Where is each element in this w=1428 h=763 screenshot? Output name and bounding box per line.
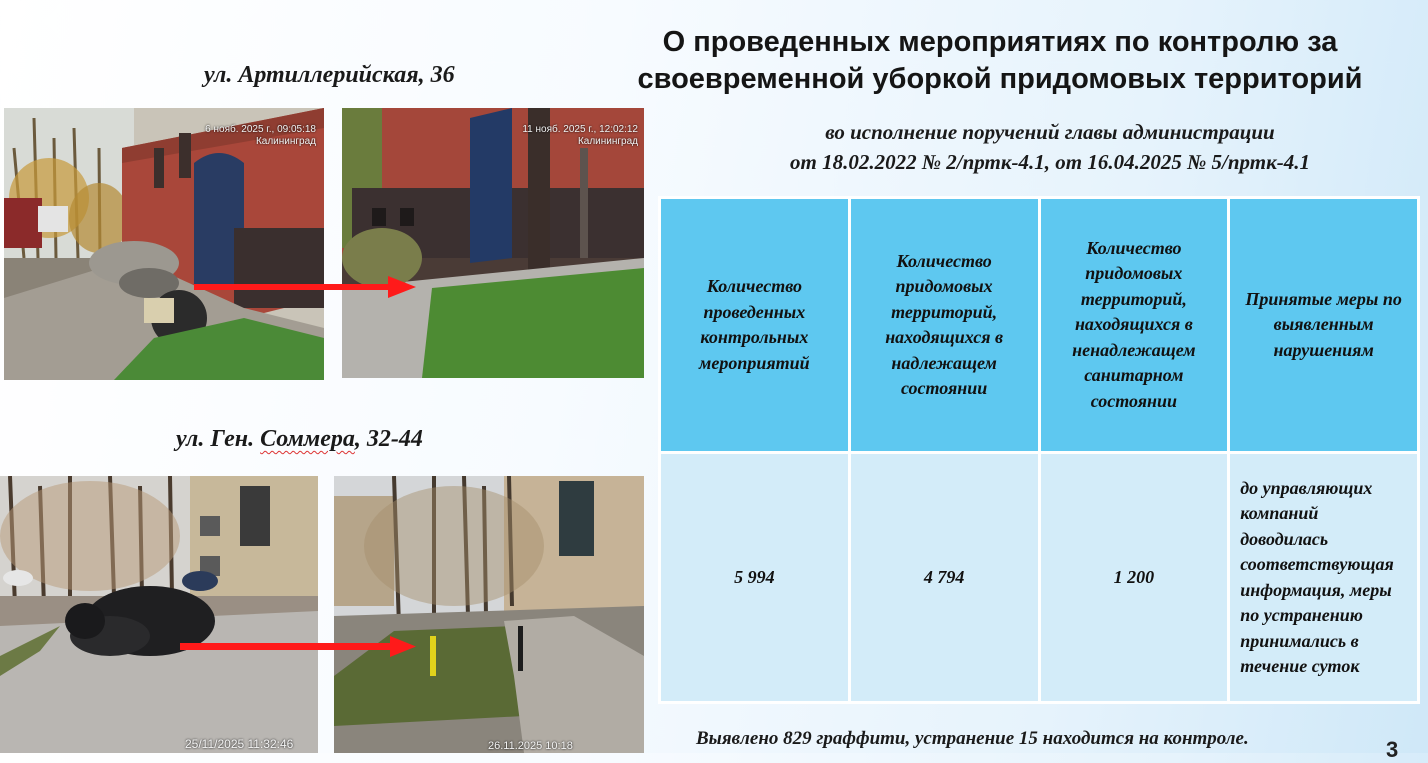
photo-artilleriyskaya-after: [342, 108, 644, 378]
photo-artilleriyskaya-before: [4, 108, 324, 380]
before-after-arrow-icon: [180, 634, 416, 660]
page-title-line-1: О проведенных мероприятиях по контролю за: [662, 26, 1338, 58]
timestamp-stamp: 6 нояб. 2025 г., 09:05:18 Калининград: [205, 124, 316, 147]
photo-sommera-before: [0, 476, 318, 753]
table-row: [660, 453, 1419, 703]
graffiti-note: Выявлено 829 граффити, устранение 15 находится на контроле.: [696, 728, 1249, 749]
timestamp-stamp: 25/11/2025 11:32:46: [185, 737, 294, 751]
before-after-arrow-icon: [194, 274, 416, 300]
value-improper-condition-count: 1 200: [1039, 453, 1229, 703]
page-title-line-2: своевременной уборкой придомовых территорий: [637, 63, 1363, 95]
photo-sommera-after: [334, 476, 644, 753]
header-proper-condition-count: Количество придомовых территорий, находящихся в надлежащем состоянии: [849, 198, 1039, 453]
value-proper-condition-count: 4 794: [849, 453, 1039, 703]
timestamp-stamp: 11 нояб. 2025 г., 12:02:12 Калининград: [522, 124, 638, 147]
value-measures-taken: до управляющих компаний доводилась соответствующая информация, меры по устранению принимались в течение суток: [1229, 453, 1419, 703]
subtitle-line-2: от 18.02.2022 № 2/пртк-4.1, от 16.04.2025 № 5/пртк-4.1: [789, 150, 1311, 174]
header-improper-condition-count: Количество придомовых территорий, находящихся в ненадлежащем санитарном состоянии: [1039, 198, 1229, 453]
page-subtitle: [700, 117, 1400, 177]
page-number: 3: [1386, 737, 1399, 762]
location-caption-artilleriyskaya: ул. Артиллерийская, 36: [204, 62, 455, 88]
table-header-row: [660, 198, 1419, 453]
page-title: [630, 24, 1370, 98]
location-caption-sommera: ул. Ген. Соммера, 32-44: [176, 426, 423, 452]
timestamp-stamp: 26.11.2025 10:18: [488, 740, 573, 752]
inspection-results-table: [658, 196, 1420, 704]
header-inspections-count: Количество проведенных контрольных мероприятий: [660, 198, 850, 453]
value-inspections-count: 5 994: [660, 453, 850, 703]
header-measures-taken: Принятые меры по выявленным нарушениям: [1229, 198, 1419, 453]
subtitle-line-1: во исполнение поручений главы администрации: [825, 120, 1275, 144]
